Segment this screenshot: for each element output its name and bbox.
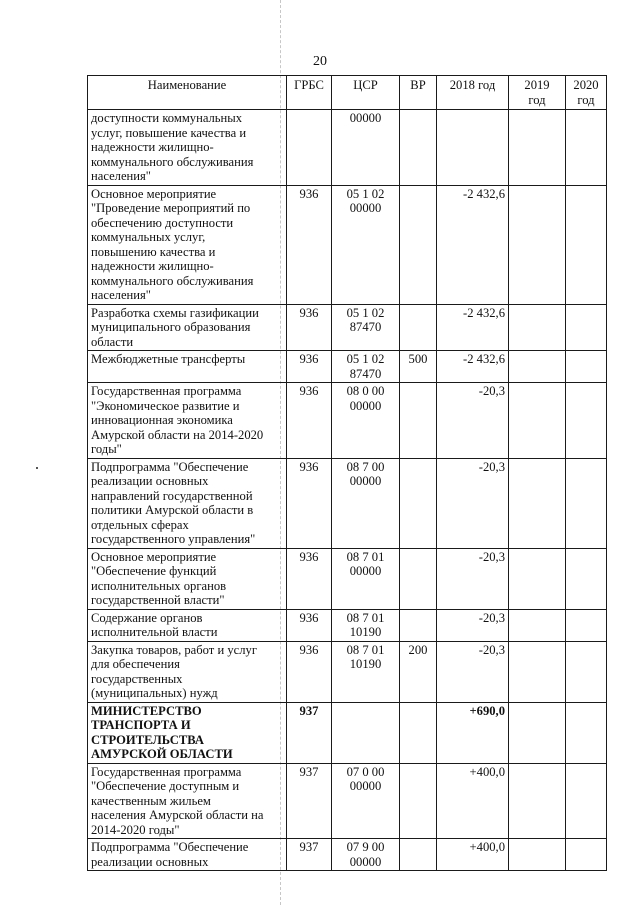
cell-grbs [287, 351, 332, 383]
table-row [88, 609, 607, 641]
cell-2018-text: -20,3 [478, 384, 505, 398]
cell-name [88, 351, 287, 383]
cell-2020 [566, 383, 607, 459]
cell-name [88, 185, 287, 304]
cell-csr [332, 641, 400, 702]
cell-vr [400, 304, 437, 351]
cell-name [88, 548, 287, 609]
cell-grbs-text: 936 [299, 305, 319, 320]
cell-2018 [437, 304, 509, 351]
cell-name-text: Государственная программа "Экономическое развитие и инновационная экономика Амурской области на 2014-2020 годы" [91, 384, 264, 456]
cell-name-text: Подпрограмма "Обеспечение реализации основных направлений государственной политики Амурской области в отдельных сферах государственного управления" [91, 459, 256, 546]
cell-csr-text: 08 7 01 10190 [346, 610, 385, 639]
cell-name [88, 702, 287, 763]
cell-csr [332, 458, 400, 548]
cell-2019 [509, 702, 566, 763]
scan-speck [36, 467, 38, 469]
cell-vr [400, 702, 437, 763]
cell-2020 [566, 609, 607, 641]
cell-csr [332, 110, 400, 186]
cell-grbs [287, 702, 332, 763]
cell-2018 [437, 548, 509, 609]
cell-grbs-text: 936 [299, 610, 319, 625]
header-vr: ВР [400, 76, 437, 110]
cell-grbs [287, 458, 332, 548]
cell-2018-text: -20,3 [478, 610, 505, 625]
cell-csr [332, 702, 400, 763]
cell-vr [400, 185, 437, 304]
cell-2019 [509, 763, 566, 839]
cell-2020 [566, 702, 607, 763]
cell-2018-text: +400,0 [469, 840, 505, 854]
cell-grbs-text: 936 [299, 459, 319, 474]
header-grbs: ГРБС [287, 76, 332, 110]
cell-2018-text: +690,0 [469, 703, 505, 718]
cell-2018 [437, 702, 509, 763]
cell-2018-text: -2 432,6 [463, 186, 505, 201]
table-row [88, 548, 607, 609]
cell-grbs [287, 763, 332, 839]
budget-table [87, 75, 607, 871]
cell-csr-text: 08 7 01 10190 [346, 642, 385, 671]
page-number: 20 [313, 54, 327, 69]
cell-2018-text: -20,3 [478, 459, 505, 474]
cell-name [88, 641, 287, 702]
cell-name [88, 458, 287, 548]
cell-2019 [509, 548, 566, 609]
cell-2018 [437, 458, 509, 548]
cell-2019 [509, 185, 566, 304]
cell-name [88, 763, 287, 839]
cell-vr-text: 500 [408, 352, 428, 366]
cell-grbs [287, 609, 332, 641]
cell-2019 [509, 641, 566, 702]
table-row [88, 763, 607, 839]
table-row [88, 458, 607, 548]
cell-name-text: Разработка схемы газификации муниципального образования области [91, 305, 259, 349]
cell-2018-text: -20,3 [478, 549, 505, 564]
table-row [88, 185, 607, 304]
cell-grbs [287, 548, 332, 609]
cell-vr [400, 763, 437, 839]
cell-name-text: Основное мероприятие "Проведение мероприятий по обеспечению доступности коммунальных услуг, повышению качества и надежности жилищно- коммунального обслуживания населения" [91, 186, 254, 302]
cell-2020 [566, 304, 607, 351]
cell-2019 [509, 458, 566, 548]
cell-name [88, 304, 287, 351]
cell-2018-text: -2 432,6 [463, 305, 505, 320]
cell-2018 [437, 609, 509, 641]
cell-name-text: доступности коммунальных услуг, повышение качества и надежности жилищно- коммунального обслуживания населения" [91, 111, 254, 183]
header-2020: 2020 год [566, 76, 607, 110]
cell-vr [400, 110, 437, 186]
cell-name [88, 110, 287, 186]
cell-name-text: Государственная программа "Обеспечение доступным и качественным жильем населения Амурской области на 2014-2020 годы" [91, 764, 264, 837]
cell-csr [332, 304, 400, 351]
cell-name-text: Основное мероприятие "Обеспечение функций исполнительных органов государственной власти" [91, 549, 227, 607]
cell-vr [400, 548, 437, 609]
cell-grbs [287, 185, 332, 304]
cell-2020 [566, 548, 607, 609]
cell-csr [332, 763, 400, 839]
table-row [88, 839, 607, 871]
cell-csr-text: 07 9 00 00000 [346, 840, 385, 869]
cell-name [88, 383, 287, 459]
table-row [88, 304, 607, 351]
cell-csr-text: 07 0 00 00000 [346, 764, 385, 793]
cell-csr-text: 08 7 01 00000 [346, 549, 385, 578]
cell-csr [332, 351, 400, 383]
cell-2020 [566, 110, 607, 186]
cell-csr-text: 08 7 00 00000 [346, 459, 385, 488]
table-row [88, 641, 607, 702]
cell-name-text: Содержание органов исполнительной власти [91, 610, 218, 639]
cell-vr [400, 351, 437, 383]
cell-grbs-text: 936 [299, 186, 319, 201]
table-row [88, 383, 607, 459]
cell-csr-text: 00000 [349, 111, 382, 125]
cell-grbs-text: 937 [299, 703, 319, 718]
cell-2018-text: -20,3 [478, 642, 505, 657]
cell-csr-text: 05 1 02 00000 [346, 186, 385, 215]
table-row [88, 702, 607, 763]
cell-csr [332, 185, 400, 304]
cell-grbs-text: 936 [299, 352, 319, 366]
cell-2019 [509, 609, 566, 641]
cell-2019 [509, 839, 566, 871]
cell-2019 [509, 304, 566, 351]
cell-grbs-text: 936 [299, 549, 319, 564]
cell-csr-text: 05 1 02 87470 [346, 305, 385, 334]
cell-2019 [509, 351, 566, 383]
cell-csr-text: 05 1 02 87470 [346, 352, 385, 381]
table-row [88, 110, 607, 186]
cell-grbs [287, 641, 332, 702]
header-2019: 2019 год [509, 76, 566, 110]
cell-name-text: Межбюджетные трансферты [91, 352, 246, 366]
cell-grbs [287, 383, 332, 459]
header-2018: 2018 год [437, 76, 509, 110]
cell-vr [400, 383, 437, 459]
cell-vr [400, 839, 437, 871]
cell-2020 [566, 839, 607, 871]
cell-2018 [437, 185, 509, 304]
cell-vr-text: 200 [408, 642, 428, 657]
cell-vr [400, 609, 437, 641]
cell-vr [400, 458, 437, 548]
cell-grbs [287, 110, 332, 186]
cell-2018 [437, 110, 509, 186]
cell-grbs-text: 936 [299, 384, 319, 398]
cell-grbs-text: 937 [299, 840, 319, 854]
cell-name [88, 839, 287, 871]
table-row [88, 351, 607, 383]
cell-2018-text: -2 432,6 [463, 352, 505, 366]
cell-name-text: Закупка товаров, работ и услуг для обеспечения государственных (муниципальных) нужд [91, 642, 257, 700]
cell-csr-text: 08 0 00 00000 [346, 384, 385, 413]
cell-grbs [287, 839, 332, 871]
cell-csr [332, 839, 400, 871]
cell-grbs-text: 937 [299, 764, 319, 779]
cell-2018-text: +400,0 [469, 764, 505, 779]
cell-csr [332, 383, 400, 459]
cell-2020 [566, 458, 607, 548]
table-header-row [88, 76, 607, 110]
cell-2018 [437, 641, 509, 702]
header-csr: ЦСР [332, 76, 400, 110]
cell-2019 [509, 383, 566, 459]
cell-2020 [566, 351, 607, 383]
cell-2020 [566, 763, 607, 839]
cell-2019 [509, 110, 566, 186]
cell-2020 [566, 641, 607, 702]
cell-2020 [566, 185, 607, 304]
cell-csr [332, 548, 400, 609]
cell-name-text: МИНИСТЕРСТВО ТРАНСПОРТА И СТРОИТЕЛЬСТВА АМУРСКОЙ ОБЛАСТИ [91, 703, 233, 761]
cell-vr [400, 641, 437, 702]
cell-csr [332, 609, 400, 641]
cell-2018 [437, 351, 509, 383]
header-name: Наименование [88, 76, 287, 110]
cell-grbs [287, 304, 332, 351]
cell-2018 [437, 763, 509, 839]
cell-name [88, 609, 287, 641]
cell-2018 [437, 383, 509, 459]
cell-2018 [437, 839, 509, 871]
cell-grbs-text: 936 [299, 642, 319, 657]
cell-name-text: Подпрограмма "Обеспечение реализации основных [91, 840, 249, 869]
